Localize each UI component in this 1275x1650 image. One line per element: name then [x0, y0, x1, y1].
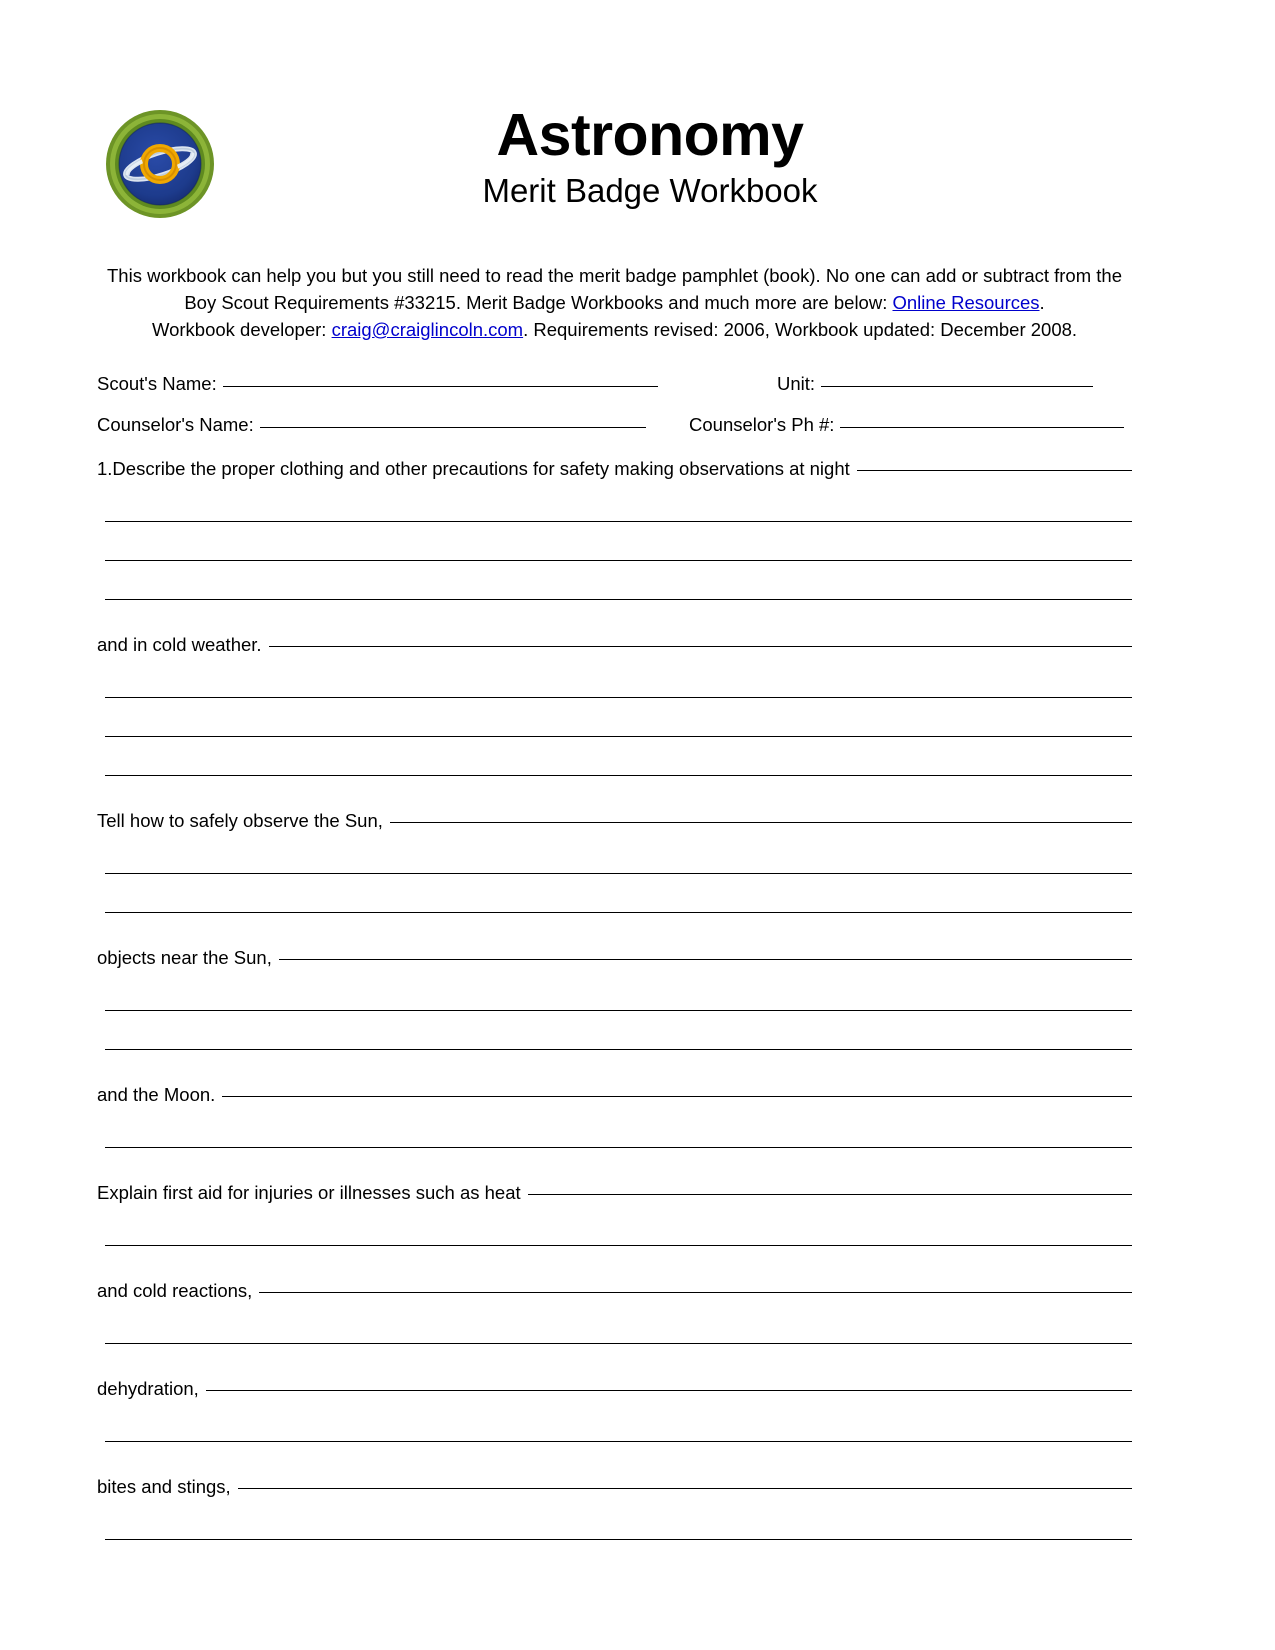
spacer — [97, 616, 1132, 634]
requirement-prompt-text: dehydration, — [97, 1378, 199, 1399]
counselor-row — [97, 414, 1132, 455]
spacer — [97, 1360, 1132, 1378]
spacer — [97, 1507, 1132, 1525]
answer-rule — [105, 1049, 1132, 1050]
scout-name-field[interactable] — [97, 373, 658, 395]
developer-email-link[interactable]: craig@craiglincoln.com — [331, 319, 524, 340]
spacer — [97, 714, 1132, 722]
requirement-prompt-text: and in cold weather. — [97, 634, 262, 655]
requirement-prompt-line[interactable] — [97, 947, 1132, 978]
unit-field[interactable] — [777, 373, 1093, 395]
intro-line-3-tail: . Requirements revised: 2006, Workbook updated: December 2008. — [523, 319, 1078, 340]
answer-blank-line[interactable] — [97, 507, 1132, 538]
spacer — [97, 577, 1132, 585]
identification-fields — [97, 373, 1132, 455]
counselor-phone-input[interactable] — [840, 427, 1124, 428]
title-block — [250, 100, 1050, 212]
intro-line-2 — [97, 289, 1132, 316]
requirement-prompt-line[interactable] — [97, 1280, 1132, 1311]
astronomy-merit-badge-icon — [104, 108, 216, 220]
answer-blank-line[interactable] — [97, 1427, 1132, 1458]
spacer — [97, 890, 1132, 898]
spacer — [97, 929, 1132, 947]
answer-rule — [105, 599, 1132, 600]
requirement-prompt-text: objects near the Sun, — [97, 947, 272, 968]
scout-name-unit-row — [97, 373, 1132, 414]
spacer — [97, 1066, 1132, 1084]
unit-label: Unit: — [777, 373, 816, 394]
answer-input[interactable] — [206, 1390, 1132, 1391]
requirement-prompt-text: 1.Describe the proper clothing and other precautions for safety making observations at night — [97, 458, 850, 479]
answer-input[interactable] — [238, 1488, 1132, 1489]
scout-name-label: Scout's Name: — [97, 373, 217, 394]
counselor-name-label: Counselor's Name: — [97, 414, 254, 435]
page-title: Astronomy — [496, 102, 804, 168]
requirement-prompt-line[interactable] — [97, 458, 1132, 489]
online-resources-link[interactable]: Online Resources — [892, 292, 1040, 313]
requirement-1-body — [97, 458, 1132, 1556]
spacer — [97, 1213, 1132, 1231]
requirement-prompt-text: and cold reactions, — [97, 1280, 253, 1301]
page-subtitle: Merit Badge Workbook — [482, 172, 818, 209]
spacer — [97, 1311, 1132, 1329]
intro-line-3 — [97, 316, 1132, 343]
spacer — [97, 538, 1132, 546]
answer-blank-line[interactable] — [97, 1231, 1132, 1262]
answer-blank-line[interactable] — [97, 683, 1132, 714]
spacer — [97, 1164, 1132, 1182]
counselor-name-field[interactable] — [97, 414, 646, 436]
answer-rule — [105, 1245, 1132, 1246]
answer-blank-line[interactable] — [97, 898, 1132, 929]
intro-paragraph — [97, 262, 1132, 343]
answer-rule — [105, 873, 1132, 874]
answer-blank-line[interactable] — [97, 546, 1132, 577]
intro-line-1-text: This workbook can help you but you still need to read the merit badge pamphlet (book). No one can add or subtract from the — [107, 265, 1122, 286]
answer-rule — [105, 697, 1132, 698]
answer-blank-line[interactable] — [97, 859, 1132, 890]
requirement-prompt-line[interactable] — [97, 1182, 1132, 1213]
answer-blank-line[interactable] — [97, 585, 1132, 616]
answer-rule — [105, 560, 1132, 561]
intro-line-3-text: Workbook developer: — [151, 319, 332, 340]
spacer — [97, 1027, 1132, 1035]
intro-line-2-tail: . — [1039, 292, 1045, 313]
answer-blank-line[interactable] — [97, 722, 1132, 753]
answer-rule — [105, 775, 1132, 776]
requirement-prompt-line[interactable] — [97, 1476, 1132, 1507]
requirement-prompt-text: Tell how to safely observe the Sun, — [97, 810, 383, 831]
requirement-prompt-line[interactable] — [97, 1378, 1132, 1409]
spacer — [97, 1458, 1132, 1476]
spacer — [97, 1409, 1132, 1427]
answer-input[interactable] — [222, 1096, 1132, 1097]
answer-blank-line[interactable] — [97, 761, 1132, 792]
spacer — [97, 1262, 1132, 1280]
answer-input[interactable] — [279, 959, 1132, 960]
intro-line-2-text: Boy Scout Requirements #33215. Merit Badge Workbooks and much more are below: — [184, 292, 893, 313]
counselor-name-input[interactable] — [260, 427, 646, 428]
spacer — [97, 1115, 1132, 1133]
counselor-phone-label: Counselor's Ph #: — [689, 414, 835, 435]
spacer — [97, 978, 1132, 996]
answer-rule — [105, 1343, 1132, 1344]
spacer — [97, 665, 1132, 683]
requirement-prompt-line[interactable] — [97, 1084, 1132, 1115]
answer-input[interactable] — [259, 1292, 1132, 1293]
requirement-prompt-text: Explain first aid for injuries or illnesses such as heat — [97, 1182, 521, 1203]
spacer — [97, 792, 1132, 810]
scout-name-input[interactable] — [223, 386, 658, 387]
answer-blank-line[interactable] — [97, 1133, 1132, 1164]
answer-blank-line[interactable] — [97, 1329, 1132, 1360]
answer-rule — [105, 521, 1132, 522]
document-header — [0, 100, 1275, 260]
answer-input[interactable] — [390, 822, 1132, 823]
answer-rule — [105, 1010, 1132, 1011]
spacer — [97, 753, 1132, 761]
spacer — [97, 489, 1132, 507]
requirement-prompt-text: bites and stings, — [97, 1476, 231, 1497]
answer-blank-line[interactable] — [97, 1035, 1132, 1066]
answer-input[interactable] — [269, 646, 1132, 647]
answer-rule — [105, 912, 1132, 913]
answer-input[interactable] — [528, 1194, 1132, 1195]
answer-blank-line[interactable] — [97, 1525, 1132, 1556]
requirement-prompt-line[interactable] — [97, 634, 1132, 665]
counselor-phone-field[interactable] — [689, 414, 1124, 436]
intro-line-1 — [97, 262, 1132, 289]
requirement-prompt-line[interactable] — [97, 810, 1132, 841]
answer-blank-line[interactable] — [97, 996, 1132, 1027]
answer-input[interactable] — [857, 470, 1132, 471]
answer-rule — [105, 1539, 1132, 1540]
requirement-prompt-text: and the Moon. — [97, 1084, 216, 1105]
answer-rule — [105, 736, 1132, 737]
answer-rule — [105, 1147, 1132, 1148]
answer-rule — [105, 1441, 1132, 1442]
unit-input[interactable] — [821, 386, 1093, 387]
spacer — [97, 841, 1132, 859]
